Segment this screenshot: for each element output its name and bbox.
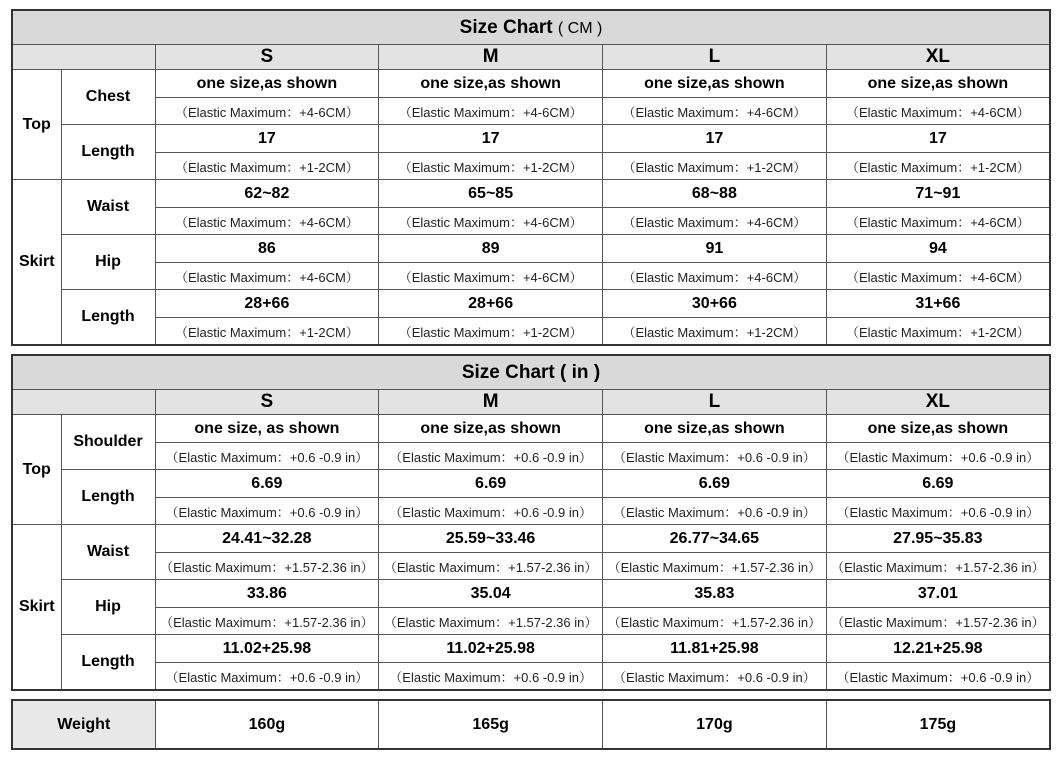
value-cell: 17: [603, 125, 827, 153]
value-cell: 11.02+25.98: [155, 635, 379, 663]
table-row: [12, 470, 1050, 498]
row-label-waist: Waist: [61, 180, 155, 235]
table-row: [12, 235, 1050, 263]
value-cell: one size, as shown: [155, 415, 379, 443]
value-cell: one size,as shown: [826, 415, 1050, 443]
note-cell: （Elastic Maximum：+0.6 -0.9 in）: [379, 498, 603, 525]
size-header-xl: XL: [826, 45, 1050, 70]
note-cell: （Elastic Maximum：+1.57-2.36 in）: [826, 608, 1050, 635]
weight-value-s: 160g: [155, 700, 379, 749]
group-label-skirt: Skirt: [12, 525, 61, 691]
value-cell: 91: [603, 235, 827, 263]
note-cell: （Elastic Maximum：+4-6CM）: [379, 263, 603, 290]
value-cell: 11.81+25.98: [603, 635, 827, 663]
note-row: [12, 553, 1050, 580]
note-cell: （Elastic Maximum：+0.6 -0.9 in）: [155, 498, 379, 525]
value-cell: 28+66: [155, 290, 379, 318]
table-row: [12, 635, 1050, 663]
size-header-s: S: [155, 45, 379, 70]
size-header-m: M: [379, 45, 603, 70]
table-row: [12, 125, 1050, 153]
row-label-length: Length: [61, 125, 155, 180]
note-cell: （Elastic Maximum：+1.57-2.36 in）: [826, 553, 1050, 580]
size-chart-cm: [11, 9, 1051, 346]
note-cell: （Elastic Maximum：+1.57-2.36 in）: [379, 553, 603, 580]
note-cell: （Elastic Maximum：+1-2CM）: [379, 318, 603, 346]
note-cell: （Elastic Maximum：+4-6CM）: [826, 208, 1050, 235]
note-row: [12, 443, 1050, 470]
note-cell: （Elastic Maximum：+4-6CM）: [155, 98, 379, 125]
value-cell: 12.21+25.98: [826, 635, 1050, 663]
value-cell: 27.95~35.83: [826, 525, 1050, 553]
table-row: [12, 290, 1050, 318]
note-cell: （Elastic Maximum：+0.6 -0.9 in）: [826, 663, 1050, 691]
note-cell: （Elastic Maximum：+4-6CM）: [826, 263, 1050, 290]
note-cell: （Elastic Maximum：+1-2CM）: [379, 153, 603, 180]
note-cell: （Elastic Maximum：+1.57-2.36 in）: [155, 608, 379, 635]
value-cell: 71~91: [826, 180, 1050, 208]
row-label-chest: Chest: [61, 70, 155, 125]
table-row: [12, 70, 1050, 98]
table-row: [12, 180, 1050, 208]
row-label-length: Length: [61, 470, 155, 525]
note-row: [12, 153, 1050, 180]
value-cell: 17: [155, 125, 379, 153]
note-cell: （Elastic Maximum：+0.6 -0.9 in）: [379, 663, 603, 691]
value-cell: 17: [379, 125, 603, 153]
value-cell: one size,as shown: [155, 70, 379, 98]
value-cell: 62~82: [155, 180, 379, 208]
group-label-top: Top: [12, 415, 61, 525]
note-cell: （Elastic Maximum：+0.6 -0.9 in）: [603, 498, 827, 525]
chart-title-text: Size Chart: [459, 16, 553, 38]
chart-title: [12, 355, 1050, 390]
note-row: [12, 318, 1050, 346]
chart-title: [12, 10, 1050, 45]
weight-value-xl: 175g: [826, 700, 1050, 749]
value-cell: 6.69: [826, 470, 1050, 498]
note-cell: （Elastic Maximum：+0.6 -0.9 in）: [603, 663, 827, 691]
value-cell: one size,as shown: [379, 70, 603, 98]
row-label-length: Length: [61, 635, 155, 691]
note-cell: （Elastic Maximum：+4-6CM）: [155, 208, 379, 235]
table-row: [12, 525, 1050, 553]
note-cell: （Elastic Maximum：+0.6 -0.9 in）: [826, 498, 1050, 525]
note-cell: （Elastic Maximum：+4-6CM）: [379, 98, 603, 125]
chart-title-text: Size Chart: [461, 361, 555, 383]
group-label-top: Top: [12, 70, 61, 180]
size-header-m: M: [379, 390, 603, 415]
chart-title-unit: ( in ): [560, 361, 601, 383]
note-row: [12, 498, 1050, 525]
value-cell: 35.83: [603, 580, 827, 608]
note-cell: （Elastic Maximum：+1-2CM）: [155, 318, 379, 346]
value-cell: one size,as shown: [603, 70, 827, 98]
size-header-xl: XL: [826, 390, 1050, 415]
value-cell: 6.69: [379, 470, 603, 498]
value-cell: one size,as shown: [826, 70, 1050, 98]
size-header-l: L: [603, 390, 827, 415]
note-cell: （Elastic Maximum：+4-6CM）: [603, 98, 827, 125]
group-label-skirt: Skirt: [12, 180, 61, 346]
note-cell: （Elastic Maximum：+1-2CM）: [603, 153, 827, 180]
value-cell: 6.69: [603, 470, 827, 498]
row-label-length: Length: [61, 290, 155, 346]
weight-table: [11, 699, 1051, 750]
weight-value-l: 170g: [603, 700, 827, 749]
size-header-row: [12, 390, 1050, 415]
value-cell: 89: [379, 235, 603, 263]
weight-label: Weight: [12, 700, 155, 749]
note-row: [12, 663, 1050, 691]
weight-value-m: 165g: [379, 700, 603, 749]
chart-title-row: [12, 10, 1050, 45]
value-cell: 94: [826, 235, 1050, 263]
chart-title-unit: ( CM ): [557, 19, 603, 37]
header-blank-cell: [12, 45, 155, 70]
note-cell: （Elastic Maximum：+4-6CM）: [603, 263, 827, 290]
value-cell: 65~85: [379, 180, 603, 208]
row-label-waist: Waist: [61, 525, 155, 580]
note-cell: （Elastic Maximum：+1.57-2.36 in）: [603, 553, 827, 580]
value-cell: 33.86: [155, 580, 379, 608]
note-cell: （Elastic Maximum：+0.6 -0.9 in）: [155, 663, 379, 691]
note-cell: （Elastic Maximum：+4-6CM）: [826, 98, 1050, 125]
note-row: [12, 263, 1050, 290]
size-header-s: S: [155, 390, 379, 415]
note-cell: （Elastic Maximum：+1-2CM）: [603, 318, 827, 346]
note-cell: （Elastic Maximum：+4-6CM）: [155, 263, 379, 290]
value-cell: 25.59~33.46: [379, 525, 603, 553]
size-header-row: [12, 45, 1050, 70]
value-cell: 31+66: [826, 290, 1050, 318]
note-row: [12, 98, 1050, 125]
note-cell: （Elastic Maximum：+0.6 -0.9 in）: [603, 443, 827, 470]
value-cell: 37.01: [826, 580, 1050, 608]
value-cell: 24.41~32.28: [155, 525, 379, 553]
note-cell: （Elastic Maximum：+1.57-2.36 in）: [155, 553, 379, 580]
chart-title-row: [12, 355, 1050, 390]
note-row: [12, 208, 1050, 235]
note-cell: （Elastic Maximum：+1-2CM）: [826, 318, 1050, 346]
value-cell: 35.04: [379, 580, 603, 608]
table-row: [12, 415, 1050, 443]
note-row: [12, 608, 1050, 635]
size-chart-in: [11, 354, 1051, 691]
note-cell: （Elastic Maximum：+1-2CM）: [155, 153, 379, 180]
table-row: [12, 580, 1050, 608]
value-cell: 6.69: [155, 470, 379, 498]
header-blank-cell: [12, 390, 155, 415]
note-cell: （Elastic Maximum：+0.6 -0.9 in）: [155, 443, 379, 470]
note-cell: （Elastic Maximum：+0.6 -0.9 in）: [826, 443, 1050, 470]
value-cell: 17: [826, 125, 1050, 153]
size-header-l: L: [603, 45, 827, 70]
value-cell: one size,as shown: [603, 415, 827, 443]
value-cell: 26.77~34.65: [603, 525, 827, 553]
note-cell: （Elastic Maximum：+4-6CM）: [379, 208, 603, 235]
value-cell: 86: [155, 235, 379, 263]
note-cell: （Elastic Maximum：+4-6CM）: [603, 208, 827, 235]
row-label-hip: Hip: [61, 235, 155, 290]
note-cell: （Elastic Maximum：+0.6 -0.9 in）: [379, 443, 603, 470]
value-cell: 28+66: [379, 290, 603, 318]
value-cell: 30+66: [603, 290, 827, 318]
note-cell: （Elastic Maximum：+1-2CM）: [826, 153, 1050, 180]
value-cell: 11.02+25.98: [379, 635, 603, 663]
value-cell: one size,as shown: [379, 415, 603, 443]
note-cell: （Elastic Maximum：+1.57-2.36 in）: [603, 608, 827, 635]
value-cell: 68~88: [603, 180, 827, 208]
row-label-hip: Hip: [61, 580, 155, 635]
row-label-shoulder: Shoulder: [61, 415, 155, 470]
weight-row: [12, 700, 1050, 749]
note-cell: （Elastic Maximum：+1.57-2.36 in）: [379, 608, 603, 635]
